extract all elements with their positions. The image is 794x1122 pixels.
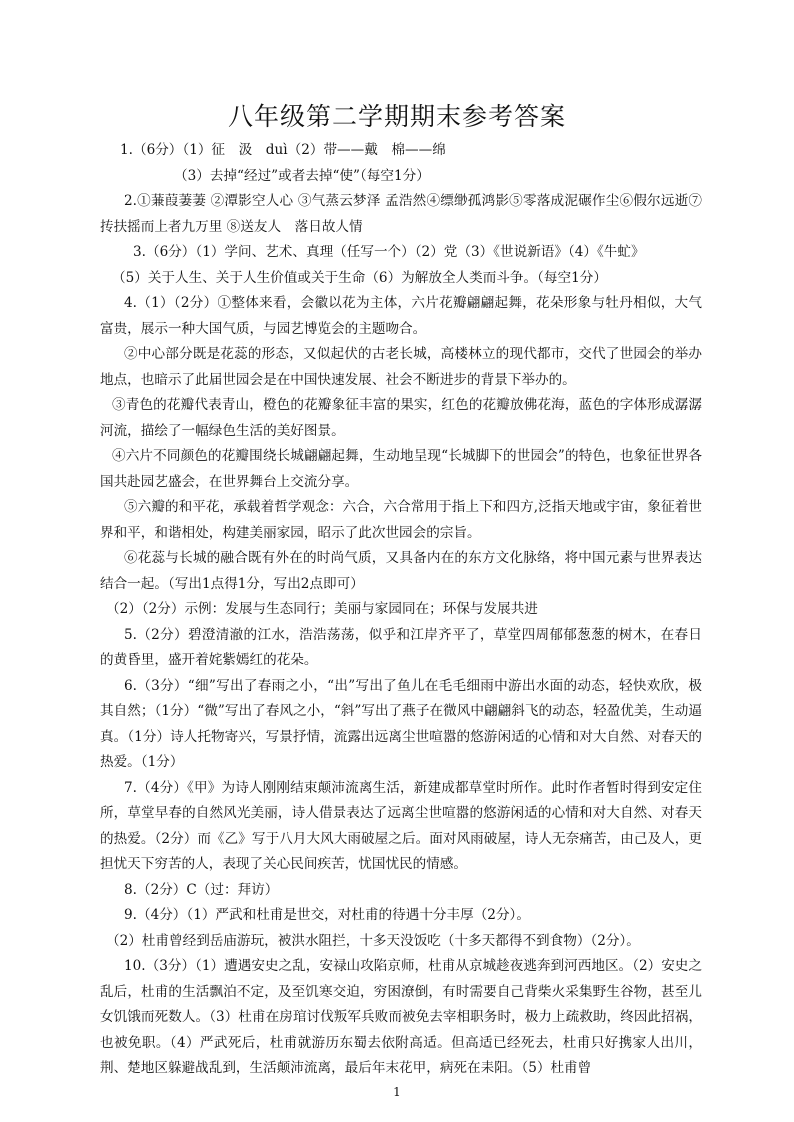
answer-1: 1.（6分）（1）征 汲 duì（2）带——戴 棉——绵 — [120, 142, 446, 158]
answer-3-continuation: （5）关于人生、关于人生价值或关于生命（6）为解放全人类而斗争。（每空1分） — [112, 269, 607, 286]
answer-1-part-3: （3）去掉“经过”或者去掉“使”（每空1分） — [174, 167, 430, 184]
answer-4-point-3: ③青色的花瓣代表青山，橙色的花瓣象征丰富的果实，红色的花瓣放佛花海，蓝色的字体形成潺潺河流，描绘了一幅绿色生活的美好图景。 — [100, 397, 702, 439]
page-title: 八年级第二学期期末参考答案 — [227, 102, 566, 131]
answer-4-point-2: ②中心部分既是花蕊的形态，又似起伏的古老长城，高楼林立的现代都市，交代了世园会的举办地点，也暗示了此届世园会是在中国快速发展、社会不断进步的背景下举办的。 — [100, 346, 702, 388]
answer-7: 7.（4分）《甲》为诗人刚刚结束颠沛流离生活，新建成都草堂时所作。此时作者暂时得到安定住所，草堂早春的自然风光美丽，诗人借景表达了远离尘世喧嚣的悠游闲适的心情和对大自然、对春天的热爱。（2分）而《乙》写于八月大风大雨破屋之后。面对风雨破屋，诗人无奈痛苦，由己及人，更担忧天下穷苦的人，表现了关心民间疾苦，忧国忧民的情感。 — [100, 779, 702, 872]
answer-9-part-1: 9.（4分）（1）严武和杜甫是世交，对杜甫的待遇十分丰厚（2分）。 — [124, 907, 530, 923]
answer-content — [100, 138, 702, 1082]
answer-4-part-1: 4.（1）（2分）①整体来看，会徽以花为主体，六片花瓣翩翩起舞，花朵形象与牡丹相似，大气富贵，展示一种大国气质，与园艺博览会的主题吻合。 — [100, 295, 702, 337]
page-number: 1 — [393, 1085, 401, 1099]
answer-10: 10.（3分）（1）遭遇安史之乱，安禄山攻陷京师，杜甫从京城趁夜逃奔到河西地区。（2）安史之乱后，杜甫的生活飘泊不定，及至饥寒交迫，穷困潦倒，有时需要自己背柴火采集野生谷物，甚至儿女饥饿而死数人。（3）杜甫在房琯讨伐叛军兵败而被免去宰相职务时，极力上疏救助，终因此招祸，也被免职。（4）严武死后，杜甫就游历东蜀去依附高适。但高适已经死去，杜甫只好携家人出川，荆、楚地区躲避战乱到，生活颠沛流离，最后年末花甲，病死在耒阳。（5）杜甫曾 — [100, 958, 702, 1076]
answer-4-point-4: ④六片不同颜色的花瓣围绕长城翩翩起舞，生动地呈现“长城脚下的世园会”的特色，也象征世界各国共赴园艺盛会，在世界舞台上交流分享。 — [100, 448, 702, 490]
answer-4-part-2: （2）（2分）示例：发展与生态同行；美丽与家园同在；环保与发展共进 — [106, 601, 538, 617]
answer-4-point-6: ⑥花蕊与长城的融合既有外在的时尚气质，又具备内在的东方文化脉络，将中国元素与世界表达结合一起。（写出1点得1分，写出2点即可） — [100, 550, 702, 592]
answer-8: 8.（2分）C（过：拜访） — [124, 881, 279, 898]
answer-2: 2.①蒹葭萋萋 ②潭影空人心 ③气蒸云梦泽 孟浩然④缥缈孤鸿影⑤零落成泥碾作尘⑥假尔远逝⑦抟扶摇而上者九万里 ⑧送友人 落日故人情 — [100, 193, 702, 235]
answer-4-point-5: ⑤六瓣的和平花，承载着哲学观念：六合，六合常用于指上下和四方,泛指天地或宇宙，象征着世界和平，和谐相处，构建美丽家园，昭示了此次世园会的宗旨。 — [100, 499, 702, 541]
answer-6: 6.（3分）“细”写出了春雨之小，“出”写出了鱼儿在毛毛细雨中游出水面的动态，轻快欢欣，极其自然；（1分）“微”写出了春风之小，“斜”写出了燕子在微风中翩翩斜飞的动态，轻盈优美，生动逼真。（1分）诗人托物寄兴，写景抒情，流露出远离尘世喧嚣的悠游闲适的心情和对大自然、对春天的热爱。（1分） — [100, 677, 702, 770]
answer-3: 3.（6分）（1）学问、艺术、真理（任写一个）（2）党（3）《世说新语》（4）《牛虻》 — [133, 244, 645, 260]
answer-5: 5.（2分）碧澄清澈的江水，浩浩荡荡，似乎和江岸齐平了，草堂四周郁郁葱葱的树木，在春日的黄昏里，盛开着姹紫嫣红的花朵。 — [100, 626, 702, 668]
answer-9-part-2: （2）杜甫曾经到岳庙游玩，被洪水阻拦，十多天没饭吃（十多天都得不到食物）（2分）。 — [106, 932, 640, 949]
